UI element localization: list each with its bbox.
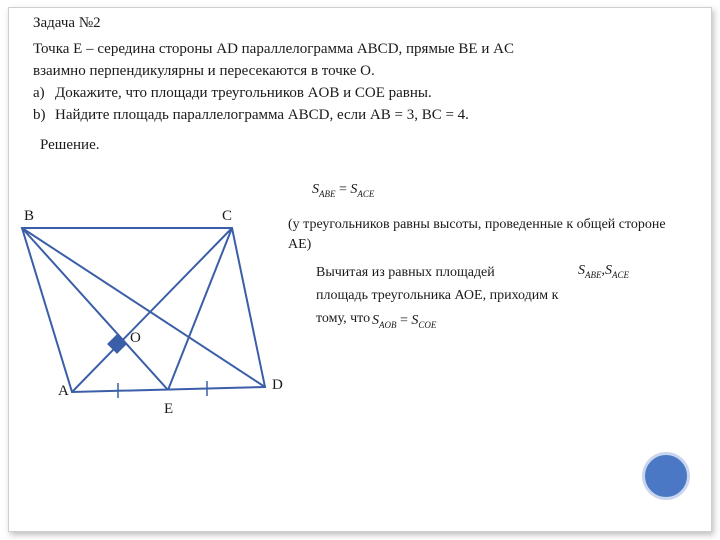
formula-area-equality: $S_{ABE} = S_{ACE}$ bbox=[312, 182, 375, 199]
vertex-label-c: C bbox=[222, 208, 233, 224]
item-text-b: Найдите площадь параллелограмма ABCD, если AB = 3, BC = 4. bbox=[55, 107, 469, 123]
segment-ce bbox=[168, 228, 232, 390]
solution-note: (у треугольников равны высоты, проведенные к общей стороне АЕ) bbox=[288, 217, 666, 252]
vertex-label-b: B bbox=[24, 208, 35, 224]
vertex-label-a: A bbox=[58, 383, 69, 399]
solution-heading: Решение. bbox=[40, 137, 100, 153]
problem-statement-line-1: Точка Е – середина стороны AD параллелограмма ABCD, прямые BE и AC bbox=[33, 41, 514, 57]
decorative-circle bbox=[642, 452, 690, 500]
solution-para-line-2: площадь треугольника АОЕ, приходим к bbox=[316, 288, 559, 303]
point-label-o: O bbox=[130, 330, 141, 346]
problem-title: Задача №2 bbox=[33, 15, 101, 31]
problem-statement-line-2: взаимно перпендикулярны и пересекаются в точке О. bbox=[33, 63, 375, 79]
item-marker-a: a) bbox=[33, 85, 45, 101]
right-angle-marker bbox=[107, 334, 127, 354]
vertex-label-d: D bbox=[272, 377, 283, 393]
item-marker-b: b) bbox=[33, 107, 46, 123]
solution-para-line-3: тому, что bbox=[316, 311, 371, 326]
point-label-e: E bbox=[164, 401, 174, 417]
formula-conclusion: $S_{AOB} = S_{COE}$ bbox=[372, 313, 437, 330]
item-text-a: Докажите, что площади треугольников AOB и COE равны. bbox=[55, 85, 432, 101]
formula-areas-list: $S_{ABE},S_{ACE}$ bbox=[578, 263, 629, 280]
solution-para-line-1: Вычитая из равных площадей bbox=[316, 265, 495, 280]
